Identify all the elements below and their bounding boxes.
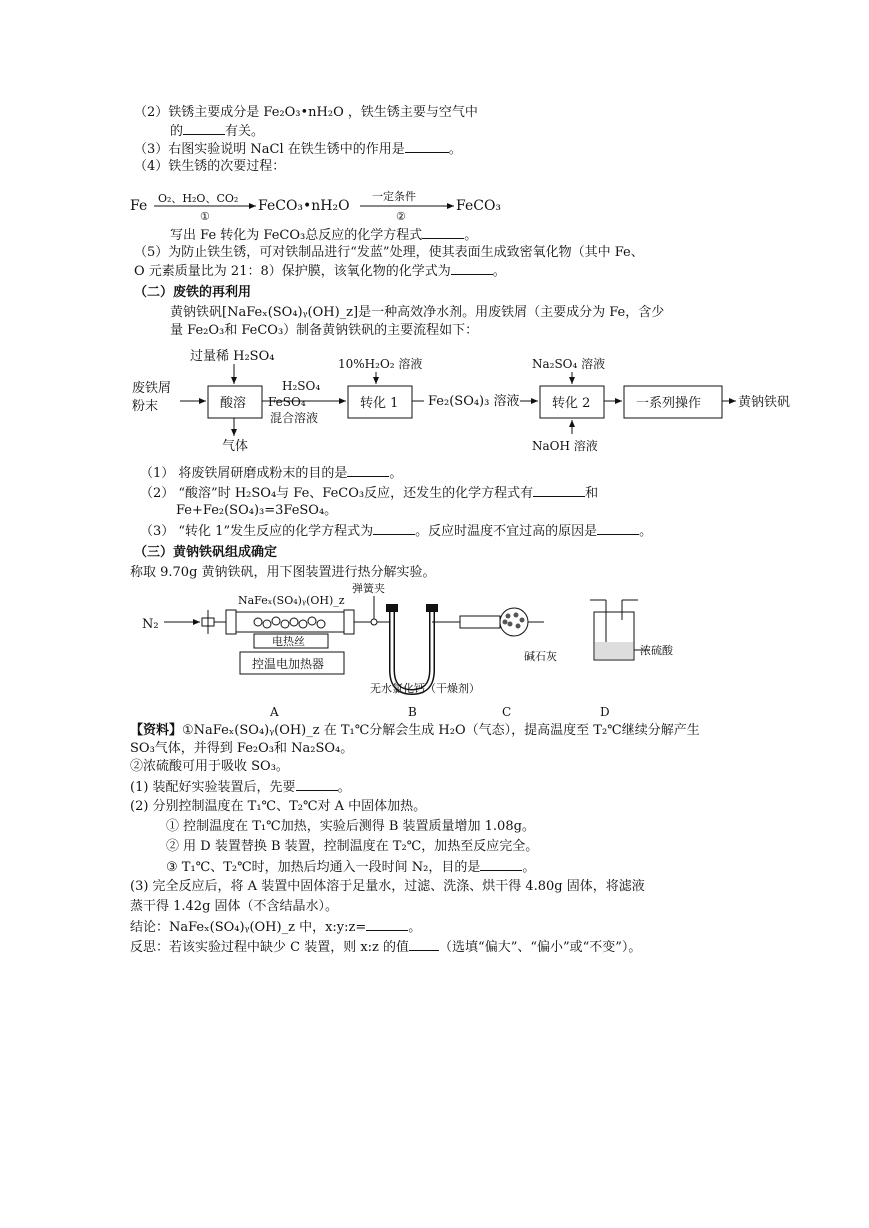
s2-2-line: ② 用 D 装置替换 B 装置，控制温度在 T₂℃，加热至反应完全。 — [166, 839, 539, 854]
rust-equation — [128, 184, 518, 226]
eq-cond2: 一定条件 — [372, 190, 416, 203]
app-sample-label: NaFeₓ(SO₄)ᵧ(OH)_z — [238, 594, 345, 607]
p3-text-b: 。反应时温度不宜过高的原因是 — [415, 524, 598, 539]
q4-write-line — [170, 226, 477, 245]
app-soda-label: 碱石灰 — [524, 650, 557, 663]
eq-cond1: O₂、H₂O、CO₂ — [158, 192, 239, 205]
answer-blank[interactable] — [480, 858, 522, 871]
p3-line — [140, 522, 652, 541]
q5-line2 — [134, 262, 506, 281]
q3-line — [134, 140, 462, 159]
app-heater-label: 控温电加热器 — [252, 657, 325, 671]
app-label-c: C — [502, 705, 512, 719]
flow-mix-label3: 混合溶液 — [270, 411, 319, 425]
answer-blank[interactable] — [373, 522, 415, 535]
reflection-end: （选填“偏大”、“偏小”或“不变”）。 — [439, 940, 642, 955]
app-n2-label: N₂ — [142, 617, 159, 632]
info-label: 【资料】 — [130, 723, 183, 738]
q2-text-c: 有关。 — [225, 124, 265, 139]
reflection-line — [130, 938, 641, 957]
info1-line1 — [130, 722, 700, 740]
flow-na2so4-label: Na₂SO₄ 溶液 — [532, 357, 606, 371]
section3-title: （三）黄钠铁矾组成确定 — [134, 545, 278, 560]
app-u-tube-b-inner — [392, 610, 432, 692]
p1-text: （1） 将废铁屑研磨成粉末的目的是 — [140, 466, 348, 481]
flow-fe2so4-label: Fe₂(SO₄)₃ 溶液 — [428, 394, 520, 409]
flow-h2o2-label: 10%H₂O₂ 溶液 — [338, 357, 423, 371]
app-u-tube-b — [392, 610, 432, 692]
p3-text: （3） “转化 1”发生反应的化学方程式为 — [140, 524, 374, 539]
answer-blank[interactable] — [347, 464, 389, 477]
app-clamp — [371, 619, 377, 625]
flow-mix-label1: H₂SO₄ — [282, 379, 321, 393]
section2-intro1: 黄钠铁矾[NaFeₓ(SO₄)ᵧ(OH)_z]是一种高效净水剂。用废铁屑（主要成分为 Fe，含少 — [170, 305, 665, 320]
answer-blank[interactable] — [451, 262, 493, 275]
eq-fe: Fe — [130, 198, 148, 214]
app-label-b: B — [408, 705, 417, 719]
q2-text-b: 的 — [170, 124, 184, 139]
app-bottle-d-liquid — [595, 642, 633, 659]
flow-box-ops-label: 一系列操作 — [636, 396, 702, 411]
app-drier-label: 无水氯化钙（干燥剂） — [370, 682, 480, 695]
app-label-a: A — [270, 705, 279, 719]
app-label-d: D — [600, 705, 610, 719]
app-tube-c-neck — [460, 616, 500, 628]
q3-text: （3）右图实验说明 NaCl 在铁生锈中的作用是 — [134, 142, 405, 157]
p1-end: 。 — [389, 466, 403, 481]
s2-3-end: 。 — [522, 860, 536, 875]
answer-blank[interactable] — [405, 140, 449, 153]
q5-end: 。 — [492, 264, 506, 279]
eq-end: FeCO₃ — [456, 198, 502, 214]
flow-box-acid-label: 酸溶 — [220, 396, 247, 411]
flow-gas-label: 气体 — [222, 439, 249, 454]
info1-line2: SO₃气体，并得到 Fe₂O₃和 Na₂SO₄。 — [130, 741, 354, 756]
flow-box-conv2-label: 转化 2 — [552, 396, 591, 411]
app-clamp-label: 弹簧夹 — [352, 582, 385, 595]
answer-blank[interactable] — [183, 122, 225, 135]
answer-blank[interactable] — [366, 918, 408, 931]
app-wire-label: 电热丝 — [272, 635, 305, 648]
q2-text: （2）铁锈主要成分是 Fe₂O₃•nH₂O ，铁生锈主要与空气中 — [134, 105, 478, 120]
s1-text: (1) 装配好实验装置后，先要 — [130, 780, 296, 795]
s1-end: 。 — [337, 780, 351, 795]
conclusion-line — [130, 918, 421, 937]
eq-arrowhead1 — [249, 203, 256, 209]
flow-naoh-label: NaOH 溶液 — [532, 439, 598, 453]
answer-blank[interactable] — [296, 778, 338, 791]
answer-blank[interactable] — [533, 484, 585, 497]
section2-title: （二）废铁的再利用 — [134, 285, 252, 300]
flow-mix-label2: FeSO₄ — [268, 395, 306, 409]
flow-acid-label: 过量稀 H₂SO₄ — [190, 349, 275, 364]
answer-blank[interactable] — [422, 226, 464, 239]
p2-line2: Fe+Fe₂(SO₄)₃=3FeSO₄。 — [176, 503, 338, 518]
s1-line — [130, 778, 351, 797]
apparatus-diagram — [130, 580, 690, 720]
eq-step2: ② — [396, 210, 406, 223]
p3-end: 。 — [639, 524, 653, 539]
app-acid-label: 浓硫酸 — [640, 644, 673, 657]
q4-write-text: 写出 Fe 转化为 FeCO₃总反应的化学方程式 — [170, 228, 423, 243]
info1-text: ①NaFeₓ(SO₄)ᵧ(OH)_z 在 T₁℃分解会生成 H₂O（气态），提高温度至 T₂℃继续分解产生 — [182, 723, 700, 738]
app-stopper-right — [344, 610, 354, 634]
q3-text-b: 。 — [448, 142, 462, 157]
section2-intro2: 量 Fe₂O₃和 FeCO₃）制备黄钠铁矾的主要流程如下： — [170, 323, 479, 338]
s2-1-line: ① 控制温度在 T₁℃加热，实验后测得 B 装置质量增加 1.08g。 — [166, 819, 535, 834]
app-u-tube-cap-right — [426, 604, 438, 612]
s2-line: (2) 分别控制温度在 T₁℃、T₂℃对 A 中固体加热。 — [130, 799, 427, 814]
eq-arrowhead2 — [447, 203, 454, 209]
answer-blank[interactable] — [597, 522, 639, 535]
process-flow-diagram — [128, 344, 818, 460]
p2-text: （2） “酸溶”时 H₂SO₄与 Fe、FeCO₃反应，还发生的化学方程式有 — [140, 486, 534, 501]
p2-line1 — [140, 484, 598, 503]
s3-line1: (3) 完全反应后，将 A 装置中固体溶于足量水，过滤、洗涤、烘干得 4.80g 固体，将滤液 — [130, 879, 645, 894]
s3-line2: 蒸干得 1.42g 固体（不含结晶水）。 — [130, 899, 339, 914]
q4-line: （4）铁生锈的次要过程： — [134, 159, 286, 174]
q2-line2 — [170, 122, 264, 141]
app-u-tube-cap-left — [386, 604, 398, 612]
eq-step1: ① — [200, 210, 210, 223]
s2-3-line — [166, 858, 535, 877]
conclusion-end: 。 — [408, 920, 422, 935]
q2-line1 — [134, 104, 478, 122]
p2-and: 和 — [585, 486, 599, 501]
p1-line — [140, 464, 402, 483]
flow-start-label1: 废铁屑 — [132, 381, 172, 396]
conclusion-text: 结论：NaFeₓ(SO₄)ᵧ(OH)_z 中，x:y:z= — [130, 920, 367, 935]
q4-write-end: 。 — [464, 228, 478, 243]
s2-3-text: ③ T₁℃、T₂℃时，加热后均通入一段时间 N₂，目的是 — [166, 860, 481, 875]
info2-line: ②浓硫酸可用于吸收 SO₃。 — [130, 759, 289, 774]
app-n2-arrowhead — [193, 619, 200, 625]
q5-text: O 元素质量比为 21：8）保护膜，该氧化物的化学式为 — [134, 264, 451, 279]
answer-blank[interactable] — [409, 938, 439, 951]
flow-box-conv1-label: 转化 1 — [360, 396, 399, 411]
section3-intro: 称取 9.70g 黄钠铁矾，用下图装置进行热分解实验。 — [130, 565, 436, 580]
app-stopper-left — [226, 610, 236, 634]
reflection-text: 反思：若该实验过程中缺少 C 装置，则 x:z 的值 — [130, 940, 410, 955]
q5-line1: （5）为防止铁生锈，可对铁制品进行“发蓝”处理，使其表面生成致密氧化物（其中 Fe、 — [134, 245, 644, 260]
eq-mid: FeCO₃•nH₂O — [258, 198, 350, 214]
flow-product-label: 黄钠铁矾 — [738, 395, 791, 410]
flow-start-label2: 粉末 — [132, 399, 159, 414]
